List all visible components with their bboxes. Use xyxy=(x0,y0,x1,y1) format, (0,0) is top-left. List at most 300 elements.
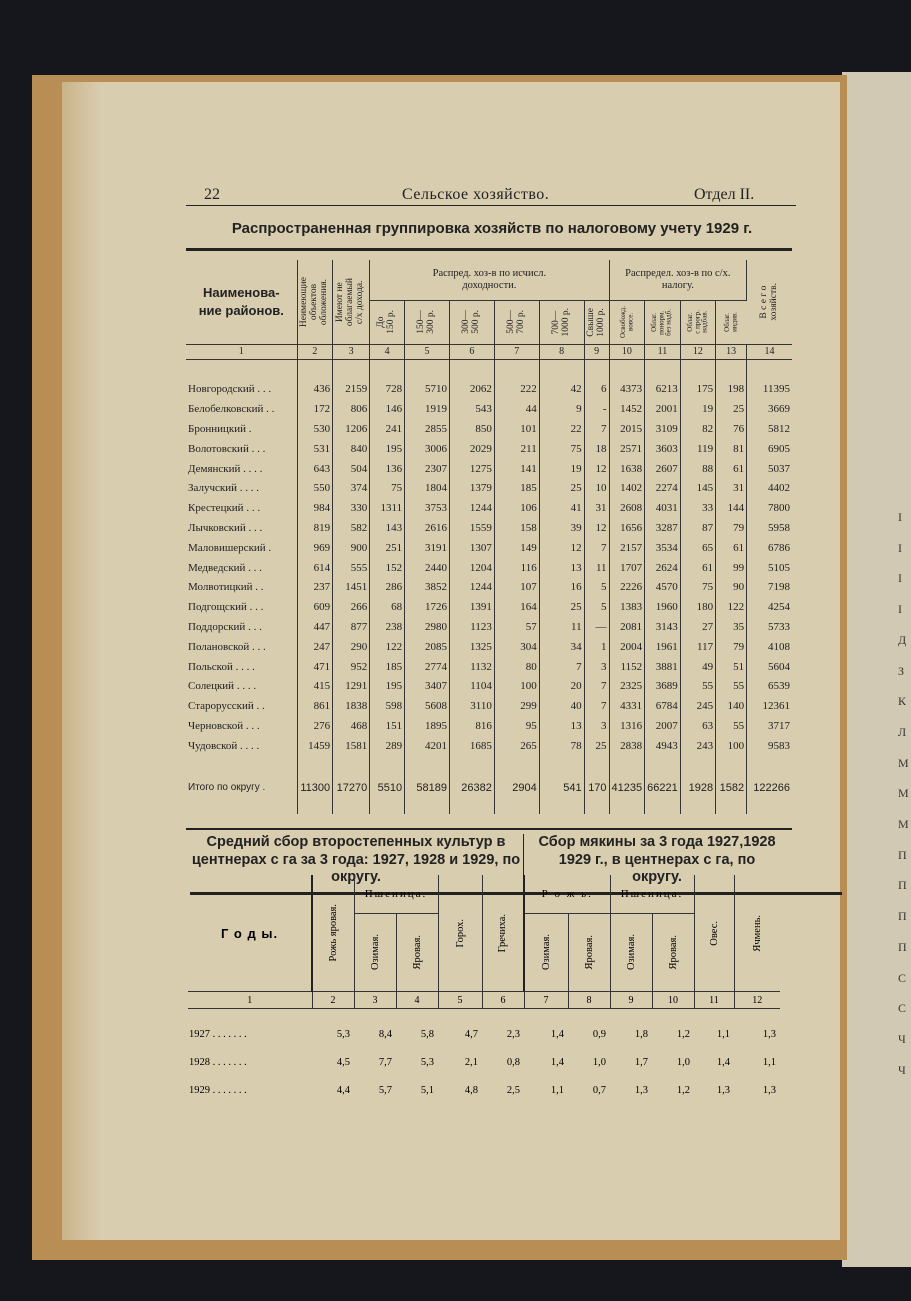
sub-col-header: Облаг. с прогр. надбав. xyxy=(685,310,709,334)
column-number: 2 xyxy=(312,992,354,1009)
table-row xyxy=(186,597,792,617)
district-name: Лычковский . . . xyxy=(186,518,297,538)
spring-header: Яровая. xyxy=(667,935,679,970)
spacer-cell xyxy=(449,756,494,776)
column-number: 14 xyxy=(747,344,792,359)
data-cell: 3407 xyxy=(405,676,450,696)
data-cell: 816 xyxy=(449,716,494,736)
table-row xyxy=(186,716,792,736)
total-cell: 170 xyxy=(584,776,609,800)
column-number: 4 xyxy=(370,344,405,359)
sub-col-header: 150— 300 р. xyxy=(416,310,437,334)
data-cell: 2157 xyxy=(609,538,645,558)
data-cell: 245 xyxy=(680,696,715,716)
table-row xyxy=(186,676,792,696)
data-cell: 1,8 xyxy=(634,1029,648,1040)
oats-header: Овес. xyxy=(708,920,720,946)
data-cell: 7198 xyxy=(768,581,790,594)
data-cell: 82 xyxy=(680,419,715,439)
data-cell: 95 xyxy=(494,716,539,736)
data-cell: 447 xyxy=(297,617,333,637)
district-name: Крестецкий . . . xyxy=(186,498,297,518)
data-cell: 5733 xyxy=(768,620,790,633)
data-cell: 116 xyxy=(494,558,539,578)
district-name-header: Наименова- ние районов. xyxy=(198,285,284,318)
spacer-cell xyxy=(609,756,645,776)
data-cell: 3191 xyxy=(405,538,450,558)
column-number: 13 xyxy=(716,344,747,359)
data-cell: 55 xyxy=(716,676,747,696)
data-cell: 5958 xyxy=(768,521,790,534)
data-cell: 151 xyxy=(370,716,405,736)
total-cell: 66221 xyxy=(645,776,681,800)
running-header: Сельское хозяйство. xyxy=(402,186,550,203)
total-cell: 5510 xyxy=(370,776,405,800)
data-cell: 4943 xyxy=(645,736,681,756)
table2-right-title: Сбор мякины за 3 года 1927,1928 1929 г., в центнерах с га, по округу. xyxy=(538,834,776,886)
data-cell: 2571 xyxy=(609,439,645,459)
data-cell: 12361 xyxy=(762,700,790,713)
data-cell: 840 xyxy=(333,439,370,459)
district-name: Полановской . . . xyxy=(186,637,297,657)
data-cell: 304 xyxy=(494,637,539,657)
data-cell: 2855 xyxy=(405,419,450,439)
district-name: Новгородский . . . xyxy=(186,380,297,400)
col-no-objects-header: Неимеющие объектов обложения. xyxy=(298,276,329,327)
data-cell: 136 xyxy=(370,459,405,479)
data-cell: 6 xyxy=(584,380,609,400)
data-cell: 4,5 xyxy=(336,1057,350,1068)
data-cell: 1804 xyxy=(405,478,450,498)
data-cell: 5710 xyxy=(405,380,450,400)
data-cell: 237 xyxy=(297,577,333,597)
total-label: Итого по округу . xyxy=(186,776,297,800)
col-untaxed-header: Имеют не облагаемый с/х дохода. xyxy=(335,277,366,326)
data-cell: 5,3 xyxy=(336,1029,350,1040)
data-cell: 4,8 xyxy=(464,1085,478,1096)
sub-col-header: До 150 р. xyxy=(376,310,397,334)
data-cell: 1391 xyxy=(449,597,494,617)
data-cell: - xyxy=(584,399,609,419)
data-cell: 20 xyxy=(539,676,584,696)
data-cell: 1,4 xyxy=(550,1057,564,1068)
sub-col-header: Облаг. индив. xyxy=(723,312,739,332)
column-number: 8 xyxy=(539,344,584,359)
data-cell: 1,4 xyxy=(550,1029,564,1040)
edge-letter: Д xyxy=(898,632,907,647)
data-cell: 286 xyxy=(370,577,405,597)
data-cell: 11395 xyxy=(762,383,790,396)
data-cell: 8,4 xyxy=(378,1029,392,1040)
data-cell: 1,2 xyxy=(676,1085,690,1096)
data-cell: 1,1 xyxy=(716,1029,730,1040)
spacer-cell xyxy=(716,359,747,380)
data-cell: 11 xyxy=(539,617,584,637)
data-cell: 1838 xyxy=(333,696,370,716)
column-number: 9 xyxy=(584,344,609,359)
table-row xyxy=(186,439,792,459)
tail-cell xyxy=(494,800,539,814)
header-rule xyxy=(186,205,796,206)
column-number-row xyxy=(188,992,780,1009)
data-cell: 145 xyxy=(680,478,715,498)
column-number: 7 xyxy=(524,992,568,1009)
page-edge xyxy=(62,82,102,1240)
data-cell: 969 xyxy=(297,538,333,558)
data-cell: 61 xyxy=(680,558,715,578)
column-number: 11 xyxy=(645,344,681,359)
data-cell: 119 xyxy=(680,439,715,459)
data-cell: 1726 xyxy=(405,597,450,617)
data-cell: 27 xyxy=(680,617,715,637)
tail-row xyxy=(186,800,792,814)
data-cell: 4402 xyxy=(768,482,790,495)
data-cell: 18 xyxy=(584,439,609,459)
edge-letter: I xyxy=(898,540,902,555)
data-cell: 251 xyxy=(370,538,405,558)
column-number: 1 xyxy=(188,992,312,1009)
edge-letter: П xyxy=(898,909,907,924)
data-cell: 11 xyxy=(584,558,609,578)
data-cell: 57 xyxy=(494,617,539,637)
data-cell: 0,9 xyxy=(592,1029,606,1040)
spacer-row xyxy=(186,756,792,776)
data-cell: 299 xyxy=(494,696,539,716)
data-cell: 1206 xyxy=(333,419,370,439)
data-cell: 4,4 xyxy=(336,1085,350,1096)
data-cell: 1451 xyxy=(333,577,370,597)
tail-cell xyxy=(680,800,715,814)
table1-title: Распространенная группировка хозяйств по налоговому учету 1929 г. xyxy=(231,220,753,237)
data-cell: 1,3 xyxy=(634,1085,648,1096)
data-cell: 35 xyxy=(716,617,747,637)
year-label: 1927 . . . . . . . xyxy=(189,1029,247,1040)
data-cell: 158 xyxy=(494,518,539,538)
tail-cell xyxy=(333,800,370,814)
table-row xyxy=(186,657,792,677)
data-cell: 25 xyxy=(584,736,609,756)
data-cell: 80 xyxy=(494,657,539,677)
data-cell: 34 xyxy=(539,637,584,657)
data-cell: 2,3 xyxy=(506,1029,520,1040)
data-cell: 543 xyxy=(449,399,494,419)
data-cell: 555 xyxy=(333,558,370,578)
data-cell: 850 xyxy=(449,419,494,439)
data-cell: 2608 xyxy=(609,498,645,518)
data-cell: 44 xyxy=(494,399,539,419)
data-cell: 65 xyxy=(680,538,715,558)
spacer-cell xyxy=(539,756,584,776)
data-cell: 41 xyxy=(539,498,584,518)
district-name: Маловишерский . xyxy=(186,538,297,558)
spacer-cell xyxy=(494,359,539,380)
data-cell: 582 xyxy=(333,518,370,538)
year-label: 1928 . . . . . . . xyxy=(189,1057,247,1068)
spacer-cell xyxy=(539,359,584,380)
total-cell: 17270 xyxy=(333,776,370,800)
data-cell: 76 xyxy=(716,419,747,439)
data-cell: 1152 xyxy=(609,657,645,677)
edge-letter: П xyxy=(898,939,907,954)
data-cell: 266 xyxy=(333,597,370,617)
data-cell: 1 xyxy=(584,637,609,657)
data-cell: 2616 xyxy=(405,518,450,538)
data-cell: 643 xyxy=(297,459,333,479)
data-cell: 7 xyxy=(584,538,609,558)
data-cell: 7 xyxy=(584,696,609,716)
total-cell: 1928 xyxy=(680,776,715,800)
total-households-header: В с е г о хозяйств. xyxy=(758,282,779,321)
spacer-cell xyxy=(645,756,681,776)
data-cell: 728 xyxy=(370,380,405,400)
data-cell: 4331 xyxy=(609,696,645,716)
column-number: 6 xyxy=(449,344,494,359)
data-cell: 265 xyxy=(494,736,539,756)
column-number: 5 xyxy=(405,344,450,359)
data-cell: 2159 xyxy=(333,380,370,400)
column-number: 5 xyxy=(438,992,482,1009)
data-cell: 5 xyxy=(584,597,609,617)
data-cell: 415 xyxy=(297,676,333,696)
data-cell: 4373 xyxy=(609,380,645,400)
data-cell: 2004 xyxy=(609,637,645,657)
data-cell: 1325 xyxy=(449,637,494,657)
data-cell: 276 xyxy=(297,716,333,736)
spacer-cell xyxy=(186,359,297,380)
data-cell: 42 xyxy=(539,380,584,400)
data-cell: 5105 xyxy=(768,561,790,574)
data-cell: 222 xyxy=(494,380,539,400)
spacer-cell xyxy=(297,359,333,380)
data-cell: 247 xyxy=(297,637,333,657)
data-cell: 99 xyxy=(716,558,747,578)
spacer-cell xyxy=(405,359,450,380)
data-cell: 877 xyxy=(333,617,370,637)
data-cell: 152 xyxy=(370,558,405,578)
district-name: Подгощский . . . xyxy=(186,597,297,617)
tail-cell xyxy=(645,800,681,814)
data-cell: 195 xyxy=(370,676,405,696)
data-cell: 2274 xyxy=(645,478,681,498)
data-cell: 5,7 xyxy=(378,1085,392,1096)
data-cell: 4031 xyxy=(645,498,681,518)
sub-col-header: Облаг. понорм. без надб. xyxy=(650,308,674,336)
data-cell: 3109 xyxy=(645,419,681,439)
data-cell: 3 xyxy=(584,716,609,736)
data-cell: 952 xyxy=(333,657,370,677)
winter-header: Озимая. xyxy=(625,934,637,971)
data-cell: 5812 xyxy=(768,422,790,435)
data-cell: 117 xyxy=(680,637,715,657)
data-cell: 5 xyxy=(584,577,609,597)
district-name: Польской . . . . xyxy=(186,657,297,677)
tail-cell xyxy=(449,800,494,814)
wheat-header: Пшеница. xyxy=(354,875,438,914)
data-cell: 3534 xyxy=(645,538,681,558)
rye-header: Р о ж ь. xyxy=(524,875,610,914)
tail-cell xyxy=(539,800,584,814)
column-number: 1 xyxy=(186,344,297,359)
data-cell: 3717 xyxy=(768,719,790,732)
data-cell: 609 xyxy=(297,597,333,617)
column-number: 8 xyxy=(568,992,610,1009)
data-cell: 78 xyxy=(539,736,584,756)
spacer-cell xyxy=(370,756,405,776)
sub-col-header: Освобожд. вовсе. xyxy=(618,306,634,338)
district-name: Волотовский . . . xyxy=(186,439,297,459)
data-cell: 2,5 xyxy=(506,1085,520,1096)
adjacent-page xyxy=(842,72,911,1267)
data-cell: 31 xyxy=(716,478,747,498)
data-cell: 1,1 xyxy=(550,1085,564,1096)
data-cell: 3881 xyxy=(645,657,681,677)
data-cell: 16 xyxy=(539,577,584,597)
buckwheat-header: Гречиха. xyxy=(497,913,509,953)
edge-letter: П xyxy=(898,847,907,862)
data-cell: 984 xyxy=(297,498,333,518)
data-cell: 144 xyxy=(716,498,747,518)
spacer-cell xyxy=(584,359,609,380)
data-cell: 3669 xyxy=(768,403,790,416)
spacer-cell xyxy=(449,359,494,380)
spacer-cell xyxy=(584,756,609,776)
data-cell: 3753 xyxy=(405,498,450,518)
data-cell: 806 xyxy=(333,399,370,419)
data-cell: 2226 xyxy=(609,577,645,597)
section-label: Отдел II. xyxy=(694,186,755,203)
spacer-cell xyxy=(494,756,539,776)
data-cell: 22 xyxy=(539,419,584,439)
table1-top-rule xyxy=(186,248,792,251)
spacer-cell xyxy=(645,359,681,380)
table-row xyxy=(186,736,792,756)
data-cell: 6905 xyxy=(768,442,790,455)
data-cell: 1685 xyxy=(449,736,494,756)
data-cell: 107 xyxy=(494,577,539,597)
total-cell: 541 xyxy=(539,776,584,800)
data-cell: 2,1 xyxy=(464,1057,478,1068)
sub-col-header: 300— 500 р. xyxy=(460,310,481,334)
column-number: 10 xyxy=(652,992,694,1009)
data-cell: 1402 xyxy=(609,478,645,498)
tail-cell xyxy=(584,800,609,814)
data-cell: 238 xyxy=(370,617,405,637)
edge-letter: С xyxy=(898,1001,907,1016)
data-cell: 33 xyxy=(680,498,715,518)
data-cell: 61 xyxy=(716,538,747,558)
data-cell: 90 xyxy=(716,577,747,597)
district-name: Медведский . . . xyxy=(186,558,297,578)
total-cell: 26382 xyxy=(449,776,494,800)
district-name: Демянский . . . . xyxy=(186,459,297,479)
data-cell: 88 xyxy=(680,459,715,479)
sub-col-header: 500— 700 р. xyxy=(505,310,526,334)
data-cell: 1459 xyxy=(297,736,333,756)
table-row xyxy=(186,617,792,637)
data-cell: 1895 xyxy=(405,716,450,736)
data-cell: 122 xyxy=(716,597,747,617)
data-cell: 106 xyxy=(494,498,539,518)
table2-left-title: Средний сбор второстепенных культур в центнерах с га за 3 года: 1927, 1928 и 1929, по округу. xyxy=(191,834,521,886)
table-row xyxy=(186,637,792,657)
winter-header: Озимая. xyxy=(369,934,381,971)
data-cell: 1,3 xyxy=(762,1029,776,1040)
column-number: 12 xyxy=(734,992,780,1009)
district-name: Белобелковский . . xyxy=(186,399,297,419)
district-name: Солецкий . . . . xyxy=(186,676,297,696)
data-cell: 531 xyxy=(297,439,333,459)
data-cell: 1316 xyxy=(609,716,645,736)
data-cell: 100 xyxy=(494,676,539,696)
data-cell: 5037 xyxy=(768,462,790,475)
table-row xyxy=(186,538,792,558)
data-cell: 468 xyxy=(333,716,370,736)
data-cell: 122 xyxy=(370,637,405,657)
edge-letter: I xyxy=(898,602,902,617)
table-row xyxy=(186,518,792,538)
district-name: Молвотицкий . . xyxy=(186,577,297,597)
edge-letter: П xyxy=(898,878,907,893)
data-cell: 1581 xyxy=(333,736,370,756)
data-cell: 2774 xyxy=(405,657,450,677)
spring-header: Яровая. xyxy=(411,935,423,970)
table-row xyxy=(188,1077,780,1105)
edge-letter: М xyxy=(898,786,909,801)
data-cell: 1244 xyxy=(449,577,494,597)
district-name: Бронницкий . xyxy=(186,419,297,439)
yield-table xyxy=(188,875,780,1105)
data-cell: 1,0 xyxy=(592,1057,606,1068)
data-cell: 900 xyxy=(333,538,370,558)
data-cell: 75 xyxy=(370,478,405,498)
data-cell: 2007 xyxy=(645,716,681,736)
data-cell: 51 xyxy=(716,657,747,677)
data-cell: 3852 xyxy=(405,577,450,597)
data-cell: 1132 xyxy=(449,657,494,677)
data-cell: 1452 xyxy=(609,399,645,419)
data-cell: 861 xyxy=(297,696,333,716)
data-cell: 2029 xyxy=(449,439,494,459)
winter-header: Озимая. xyxy=(540,934,552,971)
data-cell: 6786 xyxy=(768,541,790,554)
data-cell: 19 xyxy=(539,459,584,479)
data-cell: 185 xyxy=(494,478,539,498)
data-cell: 374 xyxy=(333,478,370,498)
data-cell: 175 xyxy=(680,380,715,400)
tax-group-header: Распредел. хоз-в по с/х. налогу. xyxy=(609,260,747,300)
data-cell: 5,1 xyxy=(420,1085,434,1096)
edge-letter: Л xyxy=(898,724,907,739)
data-cell: 55 xyxy=(680,676,715,696)
spacer-cell xyxy=(333,359,370,380)
spacer-cell xyxy=(297,756,333,776)
data-cell: 1307 xyxy=(449,538,494,558)
data-cell: 13 xyxy=(539,558,584,578)
data-cell: 1559 xyxy=(449,518,494,538)
data-cell: 2062 xyxy=(449,380,494,400)
spacer-cell xyxy=(680,756,715,776)
district-name: Черновской . . . xyxy=(186,716,297,736)
table-row xyxy=(186,478,792,498)
spacer-cell xyxy=(405,756,450,776)
table-row xyxy=(186,577,792,597)
column-number: 2 xyxy=(297,344,333,359)
table-row xyxy=(188,1021,780,1049)
district-name: Чудовской . . . . xyxy=(186,736,297,756)
data-cell: 172 xyxy=(297,399,333,419)
data-cell: 1,4 xyxy=(716,1057,730,1068)
data-cell: 2307 xyxy=(405,459,450,479)
